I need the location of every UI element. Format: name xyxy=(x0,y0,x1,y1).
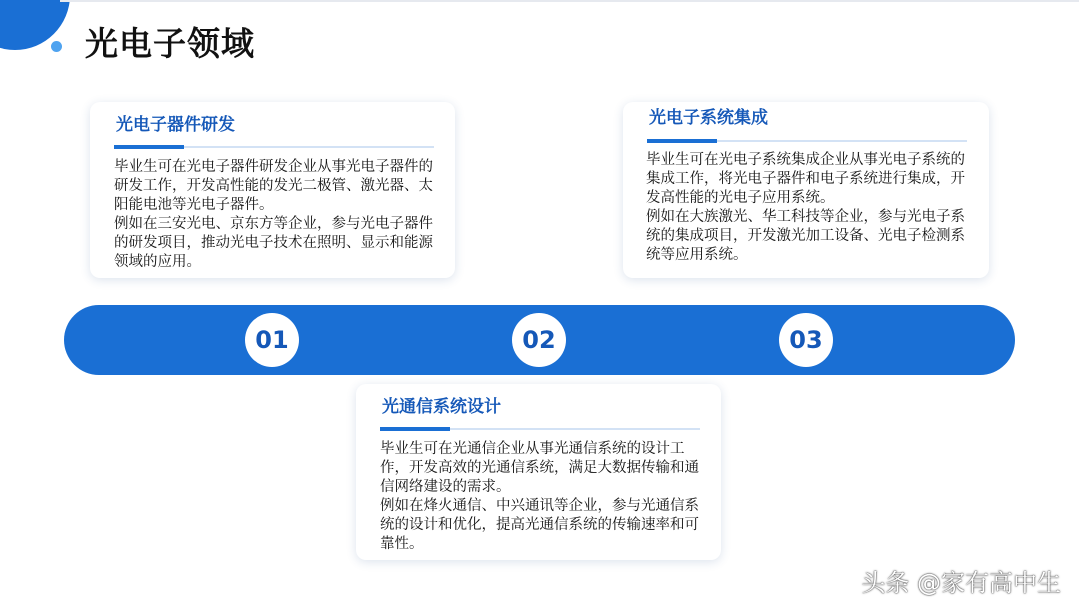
card-heading: 光电子系统集成 xyxy=(649,108,768,128)
card-device-research xyxy=(90,102,455,278)
step-badge-01: 01 xyxy=(245,313,299,367)
card-paragraph: 毕业生可在光通信企业从事光通信系统的设计工作，开发高效的光通信系统，满足大数据传输和通信网络建设的需求。 xyxy=(380,441,699,495)
card-paragraph: 毕业生可在光电子系统集成企业从事光电子系统的集成工作，将光电子器件和电子系统进行集成，开发高性能的光电子应用系统。 xyxy=(646,152,965,206)
step-badge-02: 02 xyxy=(512,313,566,367)
card-divider-accent xyxy=(380,427,450,431)
card-divider xyxy=(380,428,700,430)
watermark: 头条 @家有高中生 xyxy=(861,569,1061,597)
card-divider xyxy=(647,140,967,142)
card-divider-accent xyxy=(114,145,184,149)
card-body xyxy=(114,158,436,272)
title-bullet-icon xyxy=(51,41,62,52)
card-system-integration xyxy=(623,102,989,278)
card-paragraph: 毕业生可在光电子器件研发企业从事光电子器件的研发工作，开发高性能的发光二极管、激光器、太阳能电池等光电子器件。 xyxy=(114,159,433,213)
step-badge-03: 03 xyxy=(779,313,833,367)
card-paragraph: 例如在三安光电、京东方等企业，参与光电子器件的研发项目，推动光电子技术在照明、显示和能源领域的应用。 xyxy=(114,216,433,270)
card-heading: 光通信系统设计 xyxy=(382,397,501,417)
card-heading: 光电子器件研发 xyxy=(116,115,235,135)
page-title: 光电子领域 xyxy=(85,24,255,63)
card-paragraph: 例如在烽火通信、中兴通讯等企业，参与光通信系统的设计和优化，提高光通信系统的传输速率和可靠性。 xyxy=(380,498,699,552)
card-body xyxy=(380,440,702,554)
top-divider xyxy=(60,0,1079,2)
card-body xyxy=(646,151,970,265)
card-optical-communication xyxy=(356,384,721,560)
card-paragraph: 例如在大族激光、华工科技等企业，参与光电子系统的集成项目，开发激光加工设备、光电子检测系统等应用系统。 xyxy=(646,209,965,263)
card-divider-accent xyxy=(647,139,717,143)
card-divider xyxy=(114,146,434,148)
